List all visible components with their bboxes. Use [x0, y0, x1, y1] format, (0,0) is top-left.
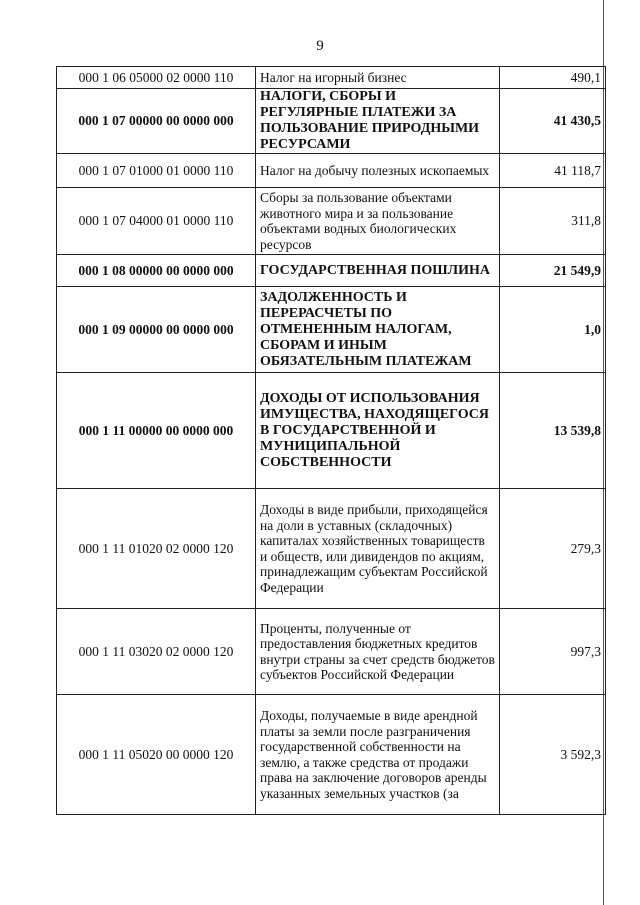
table-row — [57, 255, 606, 287]
row-name-cell: ГОСУДАРСТВЕННАЯ ПОШЛИНА — [256, 255, 500, 287]
row-code-cell: 000 1 11 05020 00 0000 120 — [57, 695, 256, 815]
row-amount-cell: 1,0 — [500, 287, 606, 373]
row-name-cell: Сборы за пользование объектами животного мира и за пользование объектами водных биологических ресурсов — [256, 188, 500, 255]
row-name-cell: Проценты, полученные от предоставления бюджетных кредитов внутри страны за счет средств бюджетов субъектов Российской Федерации — [256, 609, 500, 695]
row-amount-cell: 311,8 — [500, 188, 606, 255]
table-row — [57, 609, 606, 695]
row-amount-cell: 21 549,9 — [500, 255, 606, 287]
row-code-cell: 000 1 08 00000 00 0000 000 — [57, 255, 256, 287]
row-amount-cell: 13 539,8 — [500, 373, 606, 489]
row-name-cell: ДОХОДЫ ОТ ИСПОЛЬЗОВАНИЯ ИМУЩЕСТВА, НАХОДЯЩЕГОСЯ В ГОСУДАРСТВЕННОЙ И МУНИЦИПАЛЬНОЙ СОБСТВЕННОСТИ — [256, 373, 500, 489]
row-amount-cell: 490,1 — [500, 67, 606, 89]
row-name-cell: Доходы, получаемые в виде арендной платы за земли после разграничения государственной собственности на землю, а также средства от продажи права на заключение договоров аренды указанных земельных участков (за — [256, 695, 500, 815]
row-name-cell: ЗАДОЛЖЕННОСТЬ И ПЕРЕРАСЧЕТЫ ПО ОТМЕНЕННЫМ НАЛОГАМ, СБОРАМ И ИНЫМ ОБЯЗАТЕЛЬНЫМ ПЛАТЕЖАМ — [256, 287, 500, 373]
page-number: 9 — [316, 38, 324, 54]
table-row — [57, 154, 606, 188]
row-name-cell: Налог на игорный бизнес — [256, 67, 500, 89]
row-name-cell: Доходы в виде прибыли, приходящейся на доли в уставных (складочных) капиталах хозяйственных товариществ и обществ, или дивидендов по акциям, принадлежащим субъектам Российской Федерации — [256, 489, 500, 609]
row-amount-cell: 3 592,3 — [500, 695, 606, 815]
row-code-cell: 000 1 11 01020 02 0000 120 — [57, 489, 256, 609]
row-code-cell: 000 1 07 01000 01 0000 110 — [57, 154, 256, 188]
row-code-cell: 000 1 07 04000 01 0000 110 — [57, 188, 256, 255]
table-row — [57, 89, 606, 154]
table-row — [57, 695, 606, 815]
row-amount-cell: 997,3 — [500, 609, 606, 695]
row-amount-cell: 41 430,5 — [500, 89, 606, 154]
table-row — [57, 489, 606, 609]
row-amount-cell: 41 118,7 — [500, 154, 606, 188]
table-row — [57, 188, 606, 255]
row-code-cell: 000 1 07 00000 00 0000 000 — [57, 89, 256, 154]
table-row — [57, 67, 606, 89]
row-name-cell: НАЛОГИ, СБОРЫ И РЕГУЛЯРНЫЕ ПЛАТЕЖИ ЗА ПОЛЬЗОВАНИЕ ПРИРОДНЫМИ РЕСУРСАМИ — [256, 89, 500, 154]
row-code-cell: 000 1 11 03020 02 0000 120 — [57, 609, 256, 695]
table-row — [57, 373, 606, 489]
table-row — [57, 287, 606, 373]
budget-revenue-table — [56, 66, 606, 815]
row-amount-cell: 279,3 — [500, 489, 606, 609]
row-name-cell: Налог на добычу полезных ископаемых — [256, 154, 500, 188]
row-code-cell: 000 1 06 05000 02 0000 110 — [57, 67, 256, 89]
row-code-cell: 000 1 11 00000 00 0000 000 — [57, 373, 256, 489]
row-code-cell: 000 1 09 00000 00 0000 000 — [57, 287, 256, 373]
